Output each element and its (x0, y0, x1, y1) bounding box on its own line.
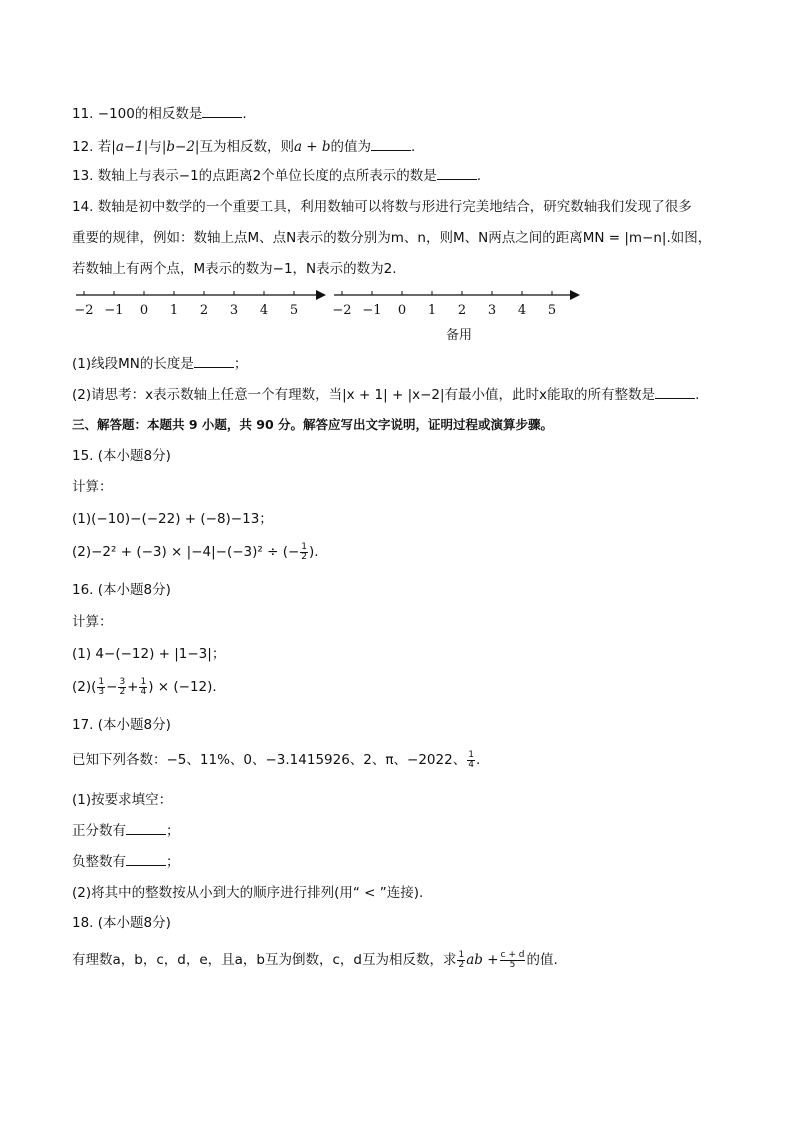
answer-blank (437, 167, 477, 180)
frac-num: 1 (140, 676, 147, 687)
spare-caption: 备用 (446, 328, 473, 343)
q17-given (72, 750, 732, 770)
q17-negative-text: 负整数有 (72, 854, 126, 870)
q17-negative-end: ； (166, 854, 180, 870)
q13-text: 13. 数轴上与表示−1的点距离2个单位长度的点所表示的数是 (72, 168, 437, 184)
frac-den: 4 (468, 759, 474, 770)
q12-expr1: |a−1| (111, 139, 149, 155)
answer-blank (194, 355, 234, 368)
answer-blank (371, 138, 411, 151)
q12-text-b: 与 (148, 139, 162, 155)
q11-text: 11. −100的相反数是 (72, 106, 203, 122)
frac-num: 1 (468, 749, 474, 760)
spare-tick-label: −1 (362, 303, 382, 318)
spare-tick-label: 4 (517, 303, 527, 318)
q14-sub2-end: . (695, 387, 700, 403)
q16-p2-b: ) × (−12). (148, 679, 217, 695)
answer-blank (655, 386, 695, 399)
number-line-main (74, 290, 326, 318)
q18-text (72, 950, 732, 970)
q16-prompt: 计算： (72, 614, 113, 630)
q15-p2-a: (2)−2² + (−3) × |−4|−(−3)² ÷ (− (72, 544, 300, 560)
main-tick-label: 2 (199, 303, 209, 318)
q16-part1: (1) 4−(−12) + |1−3|； (72, 646, 226, 662)
q11-end: . (242, 106, 247, 122)
frac-den: 2 (301, 551, 308, 562)
main-tick-label: 3 (229, 303, 239, 318)
q17-sub2: (2)将其中的整数按从小到大的顺序进行排列(用“ < ”连接). (72, 885, 424, 901)
frac-den: 5 (509, 959, 516, 970)
spare-tick-label: 2 (457, 303, 467, 318)
q12-expr2: |b−2| (161, 139, 200, 155)
frac-num: 1 (458, 949, 465, 960)
q17-given-text: 已知下列各数：−5、11%、0、−3.1415926、2、π、−2022、 (72, 752, 467, 768)
q16-mid2: + (127, 679, 139, 695)
frac-den: 3 (98, 686, 105, 697)
number-line-spare (332, 290, 580, 318)
q12-text-c: 互为相反数，则 (199, 139, 294, 155)
fraction (97, 678, 105, 697)
number-line-figures (70, 286, 590, 326)
q14-sub1 (72, 354, 732, 374)
q12-end: . (411, 139, 416, 155)
q17-title: 17. (本小题8分) (72, 717, 171, 733)
q15-prompt: 计算： (72, 479, 113, 495)
q13-end: . (476, 168, 482, 184)
question-13 (72, 166, 732, 186)
q17-positive-text: 正分数有 (72, 823, 126, 839)
q18-title: 18. (本小题8分) (72, 915, 171, 931)
section-3-heading: 三、解答题：本题共 9 小题，共 90 分。解答应写出文字说明，证明过程或演算步骤。 (72, 417, 554, 432)
spare-tick-label: 1 (427, 303, 437, 318)
spare-tick-label: 5 (547, 303, 557, 318)
q14-line2: 重要的规律，例如：数轴上点M、点N表示的数分别为m、n，则M、N两点之间的距离MN = |m−n|.如图， (72, 230, 712, 246)
q17-positive-end: ； (166, 823, 180, 839)
q16-mid1: − (106, 679, 118, 695)
answer-blank (126, 853, 166, 866)
fraction (300, 543, 308, 562)
q16-title: 16. (本小题8分) (72, 582, 171, 598)
q17-positive (72, 821, 732, 841)
q18-text-a: 有理数a，b，c，d，e，且a，b互为倒数，c，d互为相反数，求 (72, 952, 457, 968)
main-tick-label: 0 (139, 303, 149, 318)
q12-text-d: 的值为 (330, 139, 372, 155)
q15-p2-b: ). (309, 544, 319, 560)
fraction (457, 951, 465, 970)
fraction (500, 951, 526, 970)
frac-num: 1 (98, 676, 105, 687)
q18-text-b: 的值. (526, 952, 558, 968)
q15-title: 15. (本小题8分) (72, 448, 171, 464)
spare-tick-label: 3 (487, 303, 497, 318)
q18-mid: ab + (466, 952, 499, 968)
question-11 (72, 104, 732, 124)
frac-den: 2 (458, 959, 465, 970)
q14-sub2 (72, 385, 732, 405)
q14-line1: 14. 数轴是初中数学的一个重要工具，利用数轴可以将数与形进行完美地结合，研究数轴我们发现了很多 (72, 199, 692, 215)
q14-line3: 若数轴上有两个点，M表示的数为−1，N表示的数为2. (72, 261, 397, 277)
main-tick-label: −1 (104, 303, 124, 318)
q12-expr3: a + b (293, 139, 331, 155)
q16-part2 (72, 677, 732, 697)
q17-negative (72, 852, 732, 872)
fraction (118, 678, 126, 697)
fraction (467, 751, 475, 770)
spare-tick-label: 0 (397, 303, 407, 318)
q14-sub1-text: (1)线段MN的长度是 (72, 356, 194, 372)
q14-sub1-end: ； (233, 356, 248, 372)
question-12 (72, 137, 732, 157)
main-tick-label: 1 (169, 303, 179, 318)
q17-sub1: (1)按要求填空： (72, 792, 173, 808)
frac-num: 3 (119, 676, 126, 687)
q15-part2 (72, 542, 732, 562)
frac-num: c + d (500, 949, 525, 960)
frac-den: 2 (119, 686, 126, 697)
main-tick-label: 5 (289, 303, 299, 318)
answer-blank (202, 105, 242, 118)
q17-given-end: . (475, 752, 481, 768)
frac-den: 4 (140, 686, 147, 697)
answer-blank (126, 822, 166, 835)
q16-p2-a: (2)( (72, 679, 97, 695)
q12-text-a: 12. 若 (72, 139, 112, 155)
q14-sub2-text: (2)请思考：x表示数轴上任意一个有理数，当|x + 1| + |x−2|有最小值，此时x能取的所有整数是 (72, 387, 656, 403)
main-tick-label: −2 (74, 303, 94, 318)
main-tick-label: 4 (259, 303, 269, 318)
fraction (139, 678, 147, 697)
frac-num: 1 (301, 541, 308, 552)
spare-tick-label: −2 (332, 303, 352, 318)
q15-part1: (1)(−10)−(−22) + (−8)−13； (72, 511, 273, 527)
